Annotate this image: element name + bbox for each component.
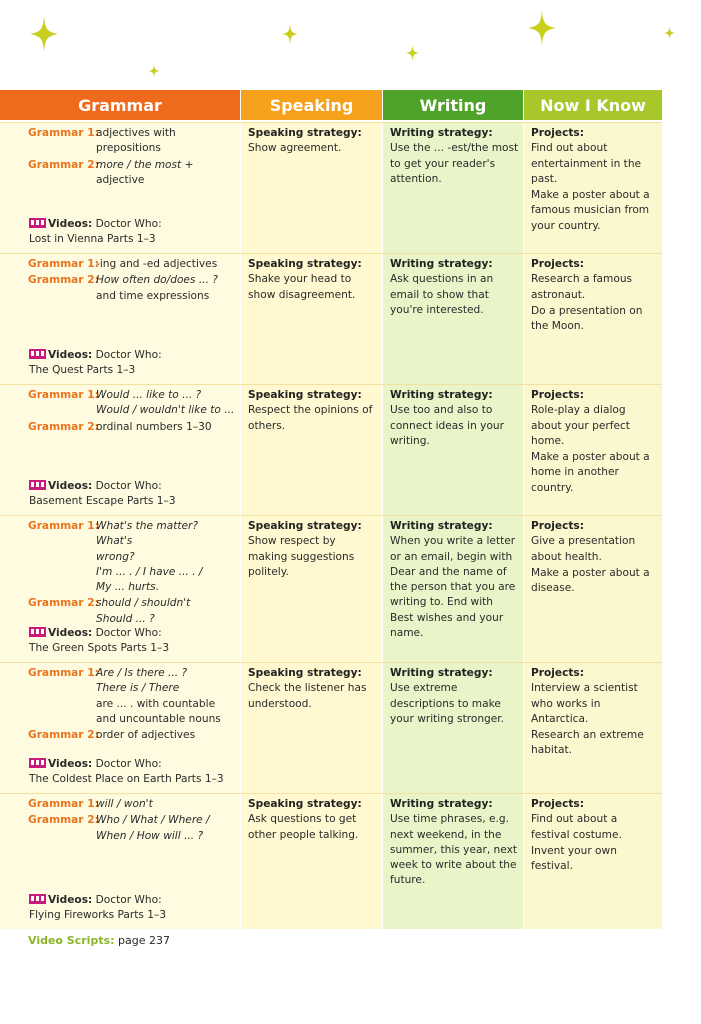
speaking-strategy-text: Show agreement. [248,142,342,155]
grammar-2-text: ordinal numbers 1–30 [96,420,212,433]
video-info [29,348,162,379]
grammar-1-text: Are / Is there ... ? [96,667,188,679]
writing-strategy-label: Writing strategy: [390,258,493,270]
writing-cell [382,385,523,515]
grammar-1-text: There is / There [96,682,180,695]
writing-strategy-label: Writing strategy: [390,389,493,401]
table-row [0,253,662,384]
grammar-1-text: and uncountable nouns [96,712,221,725]
projects-label: Projects: [531,127,584,139]
project-item: Interview a scientist who works in Antarctica. [531,682,638,725]
grammar-2-text: Should ... ? [96,612,155,625]
project-item: Make a poster about a home in another country. [531,451,650,494]
projects-label: Projects: [531,258,584,270]
grammar-1-text: prepositions [96,142,161,155]
project-item: Find out about entertainment in the past. [531,142,642,185]
projects-cell [523,254,662,384]
bbc-logo-icon [29,218,46,228]
speaking-strategy-label: Speaking strategy: [248,127,362,139]
speaking-cell [240,385,382,515]
video-info [29,217,162,248]
bbc-logo-icon [29,480,46,490]
scope-and-sequence-table [0,90,662,929]
grammar-2-label: Grammar 2: [28,420,99,433]
project-item: Role-play a dialog about your perfect home. [531,404,630,447]
project-item: Make a poster about a famous musician from your country. [531,189,650,232]
videos-label: Videos: [48,894,93,906]
grammar-1-label: Grammar 1: [28,127,99,139]
grammar-1-text: Would ... like to ... ? [96,389,202,401]
video-title: Doctor Who: [95,349,162,361]
speaking-strategy-text: Check the listener has understood. [248,682,367,710]
writing-strategy-label: Writing strategy: [390,667,493,679]
writing-cell [382,254,523,384]
grammar-2-label: Grammar 2: [28,158,99,171]
video-parts: Lost in Vienna Parts 1–3 [29,233,156,246]
speaking-strategy-label: Speaking strategy: [248,667,362,679]
writing-strategy-text: Ask questions in an email to show that you're interested. [390,273,494,316]
speaking-cell [240,254,382,384]
projects-cell [523,385,662,515]
grammar-1-text: I'm ... . / I have ... . / [96,565,203,578]
video-title: Doctor Who: [95,758,162,770]
video-parts: The Green Spots Parts 1–3 [29,642,170,655]
video-info [29,893,166,924]
projects-cell [523,516,662,662]
table-row [0,662,662,793]
projects-label: Projects: [531,520,584,532]
writing-strategy-text: When you write a letter or an email, begin with Dear and the name of the person that you are writing to. End with Best wishes and your name. [390,535,516,640]
video-parts: Flying Fireworks Parts 1–3 [29,909,167,922]
grammar-1-text: What's the matter? What's [96,520,199,548]
speaking-strategy-label: Speaking strategy: [248,520,362,532]
speaking-cell [240,516,382,662]
grammar-2-label: Grammar 2: [28,597,99,610]
writing-strategy-label: Writing strategy: [390,798,493,810]
project-item: Research a famous astronaut. [531,273,633,301]
writing-strategy-text: Use too and also to connect ideas in your writing. [390,404,505,447]
projects-label: Projects: [531,667,584,679]
grammar-2-label: Grammar 2: [28,814,99,827]
bbc-logo-icon [29,627,46,637]
grammar-2-text: should / shouldn't [96,597,191,610]
projects-cell [523,123,662,253]
video-title: Doctor Who: [95,218,162,230]
writing-strategy-text: Use time phrases, e.g. next weekend, in the summer, this year, next week to write about the future. [390,813,518,887]
table-row [0,793,662,929]
video-info [29,757,224,788]
project-item: Give a presentation about health. [531,535,636,563]
grammar-2-text: adjective [96,173,145,186]
video-parts: The Quest Parts 1–3 [29,364,136,377]
video-scripts-footer [28,934,170,947]
bbc-logo-icon [29,349,46,359]
video-info [29,479,176,510]
video-parts: The Coldest Place on Earth Parts 1–3 [29,773,224,786]
speaking-strategy-label: Speaking strategy: [248,258,362,270]
speaking-cell [240,794,382,929]
table-row [0,515,662,662]
project-item: Invent your own festival. [531,844,617,873]
speaking-strategy-text: Ask questions to get other people talking. [248,813,359,841]
grammar-2-label: Grammar 2: [28,274,99,287]
videos-label: Videos: [48,349,93,361]
grammar-1-label: Grammar 1: [28,389,99,401]
video-parts: Basement Escape Parts 1–3 [29,495,176,508]
video-title: Doctor Who: [95,894,162,906]
grammar-1-label: Grammar 1: [28,667,99,679]
projects-cell [523,663,662,793]
grammar-1-text: Would / wouldn't like to ... [96,404,235,417]
projects-label: Projects: [531,798,584,810]
project-item: Do a presentation on the Moon. [531,304,643,333]
grammar-2-text: How often do/does ... ? [96,274,218,287]
video-title: Doctor Who: [95,480,162,492]
sparkle-decoration [528,10,556,46]
grammar-1-text: adjectives with [96,127,176,139]
grammar-2-label: Grammar 2: [28,729,99,742]
sparkle-decoration [406,44,419,62]
writing-strategy-label: Writing strategy: [390,127,493,139]
writing-strategy-label: Writing strategy: [390,520,493,532]
videos-label: Videos: [48,218,93,230]
writing-cell [382,794,523,929]
videos-label: Videos: [48,480,93,492]
speaking-strategy-text: Show respect by making suggestions politely. [248,535,355,578]
speaking-strategy-text: Shake your head to show disagreement. [248,273,356,301]
grammar-1-text: wrong? [96,550,135,563]
speaking-strategy-text: Respect the opinions of others. [248,404,373,432]
grammar-1-text: -ing and -ed adjectives [96,258,218,270]
sparkle-decoration [664,26,675,40]
project-item: Research an extreme habitat. [531,729,644,757]
header-grammar: Grammar [0,90,240,120]
grammar-1-label: Grammar 1: [28,258,99,270]
writing-cell [382,663,523,793]
speaking-cell [240,663,382,793]
sparkle-decoration [282,22,298,46]
project-item: Find out about a festival costume. [531,813,622,841]
videos-label: Videos: [48,758,93,770]
videos-label: Videos: [48,627,93,639]
grammar-1-text: My ... hurts. [96,581,160,594]
grammar-1-text: will / won't [96,798,153,810]
writing-cell [382,516,523,662]
bbc-logo-icon [29,894,46,904]
header-speaking: Speaking [241,90,382,120]
speaking-strategy-label: Speaking strategy: [248,798,362,810]
writing-strategy-text: Use extreme descriptions to make your writing stronger. [390,682,505,725]
header-writing: Writing [383,90,523,120]
sparkle-decoration [30,16,58,52]
writing-cell [382,123,523,253]
writing-strategy-text: Use the ... -est/the most to get your reader's attention. [390,142,519,185]
video-scripts-label: Video Scripts: [28,934,115,947]
speaking-cell [240,123,382,253]
header-now-i-know: Now I Know [524,90,662,120]
speaking-strategy-label: Speaking strategy: [248,389,362,401]
grammar-2-text: order of adjectives [96,729,196,742]
grammar-2-text: When / How will ... ? [96,829,204,842]
grammar-1-text: are ... . with countable [96,697,216,710]
grammar-1-label: Grammar 1: [28,520,99,532]
table-header [0,90,662,120]
project-item: Make a poster about a disease. [531,566,650,595]
grammar-2-text: more / the most + [96,158,194,171]
projects-label: Projects: [531,389,584,401]
grammar-2-text: and time expressions [96,289,210,302]
table-row [0,122,662,253]
video-scripts-page: page 237 [118,934,170,947]
sparkle-decoration [148,64,160,78]
grammar-2-text: Who / What / Where / [96,814,210,827]
grammar-1-label: Grammar 1: [28,798,99,810]
table-row [0,384,662,515]
video-title: Doctor Who: [95,627,162,639]
bbc-logo-icon [29,758,46,768]
video-info [29,626,169,657]
projects-cell [523,794,662,929]
